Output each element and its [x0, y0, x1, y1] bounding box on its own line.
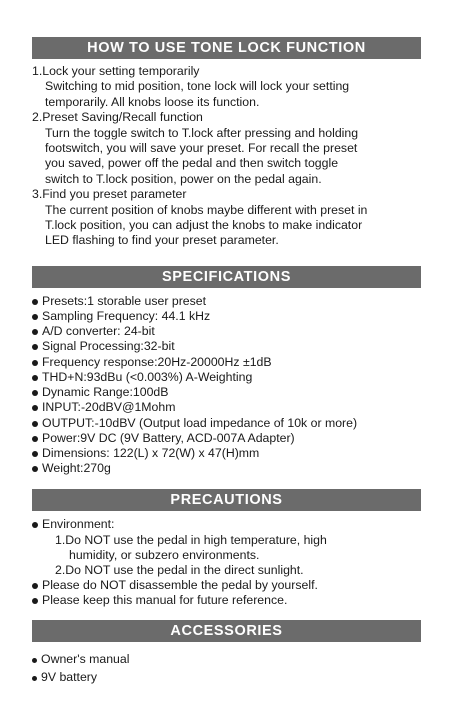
environment-line: 2.Do NOT use the pedal in the direct sunlight.	[55, 562, 304, 577]
howto-section	[32, 64, 421, 249]
howto-banner: HOW TO USE TONE LOCK FUNCTION	[32, 37, 421, 59]
specs-banner: SPECIFICATIONS	[32, 266, 421, 288]
spec-item: INPUT:-20dBV@1Mohm	[32, 400, 421, 415]
howto-step	[32, 187, 421, 249]
environment-label: Environment:	[42, 517, 115, 532]
spec-item: Signal Processing:32-bit	[32, 339, 421, 354]
step-title: 2.Preset Saving/Recall function	[32, 110, 203, 125]
precautions-banner: PRECAUTIONS	[32, 489, 421, 511]
step-title: 1.Lock your setting temporarily	[32, 64, 200, 78]
howto-step	[32, 64, 421, 110]
spec-item: OUTPUT:-10dBV (Output load impedance of 10k or more)	[32, 416, 421, 431]
spec-item: A/D converter: 24-bit	[32, 324, 421, 339]
step-line: T.lock position, you can adjust the knobs to make indicator	[45, 218, 363, 233]
accessories-banner: ACCESSORIES	[32, 620, 421, 642]
step-line: temporarily. All knobs loose its function.	[45, 94, 260, 109]
precaution-item: Please keep this manual for future reference.	[32, 593, 421, 608]
spec-item: THD+N:93dBu (<0.003%) A-Weighting	[32, 370, 421, 385]
accessory-item: 9V battery	[32, 668, 421, 686]
step-line: Turn the toggle switch to T.lock after pressing and holding	[45, 125, 359, 140]
step-line: footswitch, you will save your preset. For recall the preset	[45, 141, 358, 156]
spec-item: Dimensions: 122(L) x 72(W) x 47(H)mm	[32, 446, 421, 461]
manual-page	[32, 37, 421, 686]
howto-step	[32, 110, 421, 187]
step-line: LED flashing to find your preset parameter.	[45, 233, 279, 248]
spec-item: Presets:1 storable user preset	[32, 294, 421, 309]
precautions-list	[32, 517, 421, 608]
step-line: The current position of knobs maybe different with preset in	[45, 202, 368, 217]
spec-item: Weight:270g	[32, 461, 421, 476]
accessories-list	[32, 650, 421, 686]
precaution-item: Please do NOT disassemble the pedal by yourself.	[32, 578, 421, 593]
step-line: Switching to mid position, tone lock will lock your setting	[45, 79, 350, 94]
environment-line: humidity, or subzero environments.	[69, 547, 260, 562]
spec-item: Sampling Frequency: 44.1 kHz	[32, 309, 421, 324]
accessory-item: Owner's manual	[32, 650, 421, 668]
step-line: switch to T.lock position, power on the pedal again.	[45, 171, 322, 186]
environment-line: 1.Do NOT use the pedal in high temperature, high	[55, 532, 327, 547]
specs-list	[32, 294, 421, 476]
step-title: 3.Find you preset parameter	[32, 187, 187, 202]
step-line: you saved, power off the pedal and then switch toggle	[45, 156, 339, 171]
precaution-item-environment	[32, 517, 421, 578]
spec-item: Frequency response:20Hz-20000Hz ±1dB	[32, 355, 421, 370]
spec-item: Dynamic Range:100dB	[32, 385, 421, 400]
spec-item: Power:9V DC (9V Battery, ACD-007A Adapter)	[32, 431, 421, 446]
